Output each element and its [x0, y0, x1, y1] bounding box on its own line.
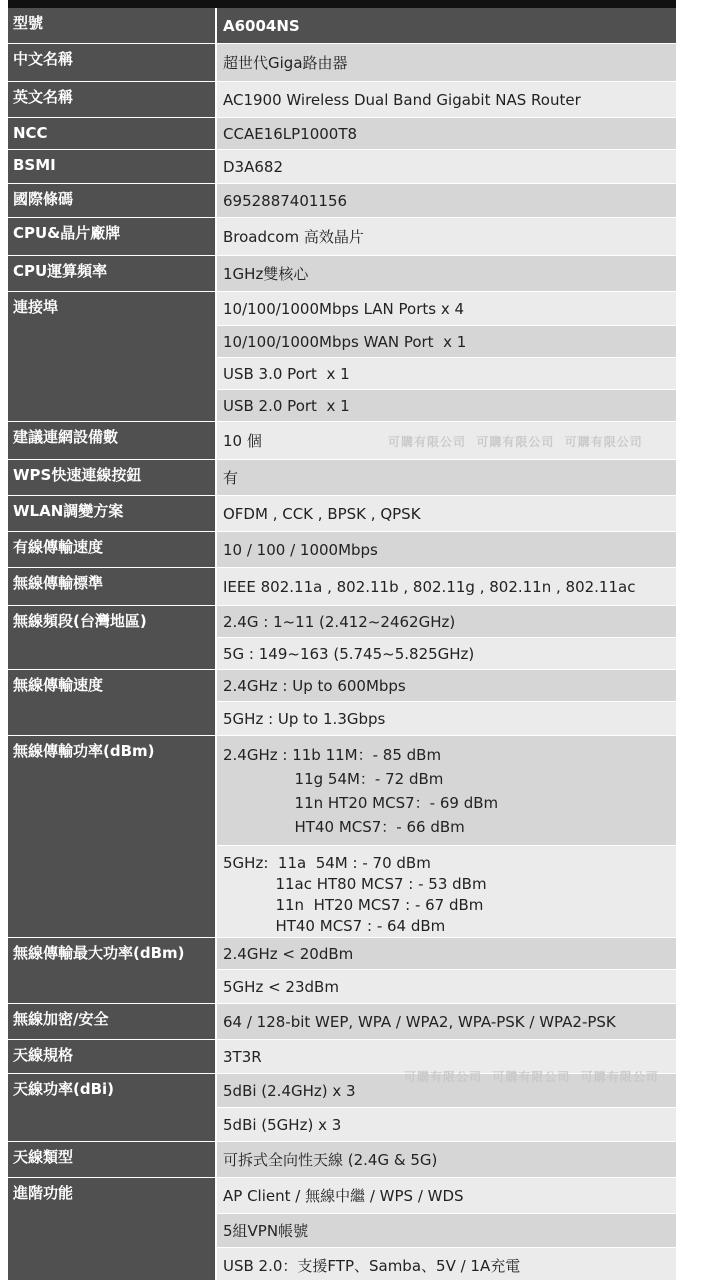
watermark-text: 可購有限公司 可購有限公司 可購有限公司 — [388, 435, 643, 449]
label-antenna-type: 天線類型 — [8, 1142, 215, 1178]
value-wireless-power-24 — [217, 736, 676, 846]
label-chinese-name: 中文名稱 — [8, 44, 215, 82]
value-wireless-band-24: 2.4G : 1~11 (2.412~2462GHz) — [217, 606, 676, 638]
label-wps: WPS快速連線按鈕 — [8, 460, 215, 496]
value-advanced-vpn: 5組VPN帳號 — [217, 1214, 676, 1248]
top-bar — [8, 0, 676, 8]
label-bsmi: BSMI — [8, 150, 215, 184]
value-bsmi: D3A682 — [217, 150, 676, 184]
value-cpu-brand: Broadcom 高效晶片 — [217, 218, 676, 256]
label-ports: 連接埠 — [8, 292, 215, 422]
value-wlan-modulation: OFDM , CCK , BPSK , QPSK — [217, 496, 676, 532]
power-5-line: HT40 MCS7 : - 64 dBm — [223, 917, 446, 935]
value-english-name: AC1900 Wireless Dual Band Gigabit NAS Router — [217, 82, 676, 118]
value-wireless-power-5 — [217, 846, 676, 938]
value-ports-wan: 10/100/1000Mbps WAN Port x 1 — [217, 326, 676, 358]
power-24-line: 2.4GHz : 11b 11M：- 85 dBm — [223, 746, 442, 764]
value-advanced-ap: AP Client / 無線中繼 / WPS / WDS — [217, 1178, 676, 1214]
value-ports-usb2: USB 2.0 Port x 1 — [217, 390, 676, 422]
watermark-text: 可購有限公司 可購有限公司 可購有限公司 — [404, 1070, 659, 1084]
value-advanced-usb: USB 2.0：支援FTP、Samba、5V / 1A充電 — [217, 1248, 676, 1280]
value-wireless-band-5: 5G : 149~163 (5.745~5.825GHz) — [217, 638, 676, 670]
value-model: A6004NS — [217, 8, 676, 44]
label-wired-speed: 有線傳輸速度 — [8, 532, 215, 568]
label-antenna-power: 天線功率(dBi) — [8, 1074, 215, 1142]
value-ncc: CCAE16LP1000T8 — [217, 118, 676, 150]
value-devices: 10 個 — [217, 422, 676, 460]
label-barcode: 國際條碼 — [8, 184, 215, 218]
value-barcode: 6952887401156 — [217, 184, 676, 218]
power-5-line: 11ac HT80 MCS7 : - 53 dBm — [223, 875, 487, 893]
value-wireless-speed-24: 2.4GHz : Up to 600Mbps — [217, 670, 676, 702]
power-24-line: HT40 MCS7：- 66 dBm — [223, 818, 465, 836]
label-wireless-power: 無線傳輸功率(dBm) — [8, 736, 215, 938]
label-wlan-modulation: WLAN調變方案 — [8, 496, 215, 532]
value-cpu-frequency: 1GHz雙核心 — [217, 256, 676, 292]
value-wireless-speed-5: 5GHz : Up to 1.3Gbps — [217, 702, 676, 736]
label-security: 無線加密/安全 — [8, 1004, 215, 1040]
label-ncc: NCC — [8, 118, 215, 150]
value-ports-lan: 10/100/1000Mbps LAN Ports x 4 — [217, 292, 676, 326]
value-chinese-name: 超世代Giga路由器 — [217, 44, 676, 82]
label-max-power: 無線傳輸最大功率(dBm) — [8, 938, 215, 1004]
value-max-power-24: 2.4GHz < 20dBm — [217, 938, 676, 970]
power-24-line: 11g 54M：- 72 dBm — [223, 770, 444, 788]
value-antenna-power-5: 5dBi (5GHz) x 3 — [217, 1108, 676, 1142]
label-advanced: 進階功能 — [8, 1178, 215, 1280]
value-antenna-spec: 3T3R — [217, 1040, 676, 1074]
label-wireless-standard: 無線傳輸標準 — [8, 568, 215, 606]
label-wireless-band: 無線頻段(台灣地區) — [8, 606, 215, 670]
value-max-power-5: 5GHz < 23dBm — [217, 970, 676, 1004]
value-antenna-power-24: 5dBi (2.4GHz) x 3 — [217, 1074, 676, 1108]
value-antenna-type: 可拆式全向性天線 (2.4G & 5G) — [217, 1142, 676, 1178]
power-24-line: 11n HT20 MCS7：- 69 dBm — [223, 794, 499, 812]
label-cpu-brand: CPU&晶片廠牌 — [8, 218, 215, 256]
value-ports-usb3: USB 3.0 Port x 1 — [217, 358, 676, 390]
value-wps: 有 — [217, 460, 676, 496]
label-english-name: 英文名稱 — [8, 82, 215, 118]
label-model: 型號 — [8, 8, 215, 44]
value-wireless-standard: IEEE 802.11a , 802.11b , 802.11g , 802.11n , 802.11ac — [217, 568, 676, 606]
label-cpu-frequency: CPU運算頻率 — [8, 256, 215, 292]
power-5-line: 5GHz: 11a 54M : - 70 dBm — [223, 854, 431, 872]
power-5-line: 11n HT20 MCS7 : - 67 dBm — [223, 896, 484, 914]
label-wireless-speed: 無線傳輸速度 — [8, 670, 215, 736]
label-devices: 建議連網設備數 — [8, 422, 215, 460]
value-wired-speed: 10 / 100 / 1000Mbps — [217, 532, 676, 568]
value-security: 64 / 128-bit WEP, WPA / WPA2, WPA-PSK / WPA2-PSK — [217, 1004, 676, 1040]
spec-table — [8, 0, 676, 1280]
label-antenna-spec: 天線規格 — [8, 1040, 215, 1074]
